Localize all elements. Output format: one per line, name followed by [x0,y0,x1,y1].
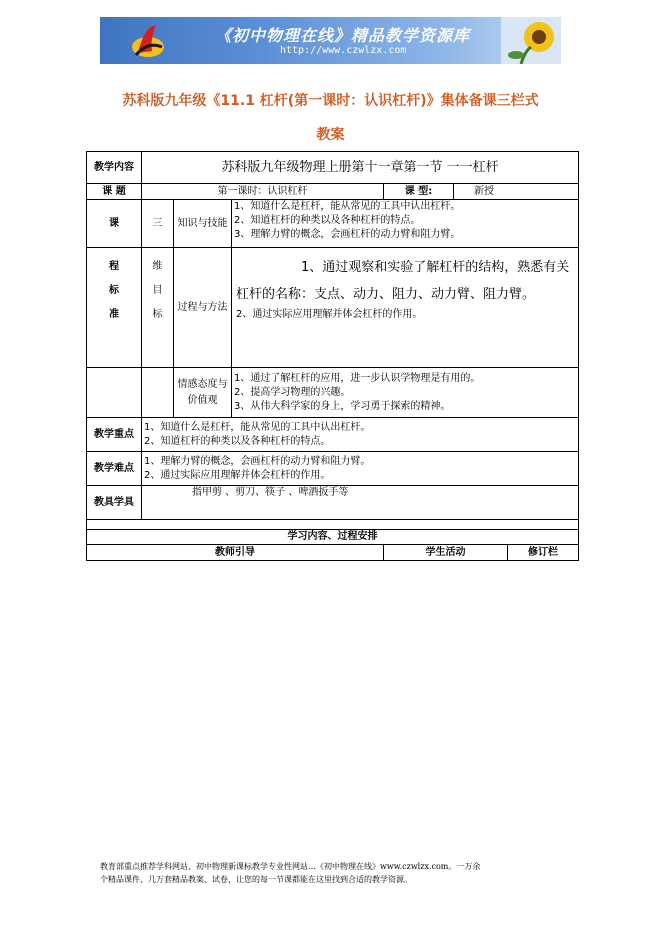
knowledge-label: 知识与技能 [174,200,232,248]
difficult-label: 教学难点 [87,452,142,486]
goals-col2-char: 标 [152,309,163,320]
table-row [87,545,579,561]
table-row [87,248,579,368]
table-row [87,368,579,418]
footer-line: 教育部重点推荐学科网站、初中物理新课标教学专业性网站…《初中物理在线》www.czwlzx.com。一万余 [100,862,481,871]
arrangement-label: 学习内容、过程安排 [87,530,579,545]
content-label: 教学内容 [87,152,142,184]
col-revise: 修订栏 [508,545,579,561]
list-item: 2、知道杠杆的种类以及各种杠杆的特点。 [144,435,331,447]
emotion-label: 情感态度与价值观 [174,368,232,418]
goals-col1 [87,248,142,368]
list-item: 3、理解力臂的概念，会画杠杆的动力臂和阻力臂。 [234,229,461,240]
table-row [87,418,579,452]
type-value: 新授 [454,184,579,200]
content-value: 苏科版九年级物理上册第十一章第一节 一一杠杆 [142,152,579,184]
table-row [87,184,579,200]
list-item: 2、提高学习物理的兴趣。 [234,386,351,398]
table-row [87,452,579,486]
tools-label: 教具学具 [87,486,142,520]
sunflower-icon [501,17,561,64]
banner-title: 《初中物理在线》精品教学资源库 [215,26,471,45]
footer-note [100,860,570,886]
goals-col1-char: 程 [109,261,119,272]
page-title-continued: 教案 [316,127,345,143]
list-item: 2、知道杠杆的种类以及各种杠杆的特点。 [234,215,421,226]
list-item: 2、通过实际应用理解并体会杠杆的作用。 [236,309,423,320]
table-row [87,520,579,530]
list-item: 3、从伟大科学家的身上，学习勇于探索的精神。 [234,400,451,412]
col-student: 学生活动 [384,545,508,561]
goals-col2-char: 维 [152,261,163,272]
footer-line: 个精品课件、几万套精品教案、试卷，让您的每一节课都能在这里找到合适的教学资源。 [100,875,412,884]
goals-col1-top: 课 [87,200,142,248]
table-row [87,486,579,520]
page-title: 苏科版九年级《11.1 杠杆(第一课时：认识杠杆)》集体备课三栏式 [122,93,539,109]
table-row [87,152,579,184]
site-logo-icon [130,21,166,59]
key-items [142,418,579,452]
goals-col2-char: 目 [152,285,163,296]
knowledge-items [232,200,579,248]
key-label: 教学重点 [87,418,142,452]
goals-col1-char: 准 [109,309,119,320]
list-item: 1、通过了解杠杆的应用，进一步认识学物理是有用的。 [234,372,481,384]
list-item: 2、通过实际应用理解并体会杠杆的作用。 [144,469,331,481]
spacer-cell [87,520,579,530]
list-item: 1、知道什么是杠杆，能从常见的工具中认出杠杆。 [234,201,461,212]
table-row [87,200,579,248]
empty-cell [87,368,142,418]
goals-col2 [142,248,174,368]
list-item: 1、理解力臂的概念，会画杠杆的动力臂和阻力臂。 [144,455,371,467]
difficult-items [142,452,579,486]
process-label: 过程与方法 [174,248,232,368]
tools-value: 指甲剪 、剪刀、筷子 、啤酒扳手等 [142,486,579,520]
lesson-plan-table [86,151,579,561]
empty-cell [142,368,174,418]
process-paragraph: 1、通过观察和实验了解杠杆的结构，熟悉有关杠杆的名称：支点、动力、阻力、动力臂、阻力臂。 [236,260,570,302]
banner-url[interactable]: http://www.czwlzx.com [280,45,407,56]
topic-label: 课 题 [87,184,142,200]
list-item: 1、知道什么是杠杆，能从常见的工具中认出杠杆。 [144,421,371,433]
col-teacher: 教师引导 [87,545,384,561]
goals-col2-top: 三 [142,200,174,248]
process-items [232,248,579,368]
emotion-items [232,368,579,418]
type-label: 课 型: [384,184,454,200]
site-banner [100,17,561,64]
goals-col1-char: 标 [109,285,119,296]
topic-value: 第一课时：认识杠杆 [142,184,384,200]
table-row [87,530,579,545]
